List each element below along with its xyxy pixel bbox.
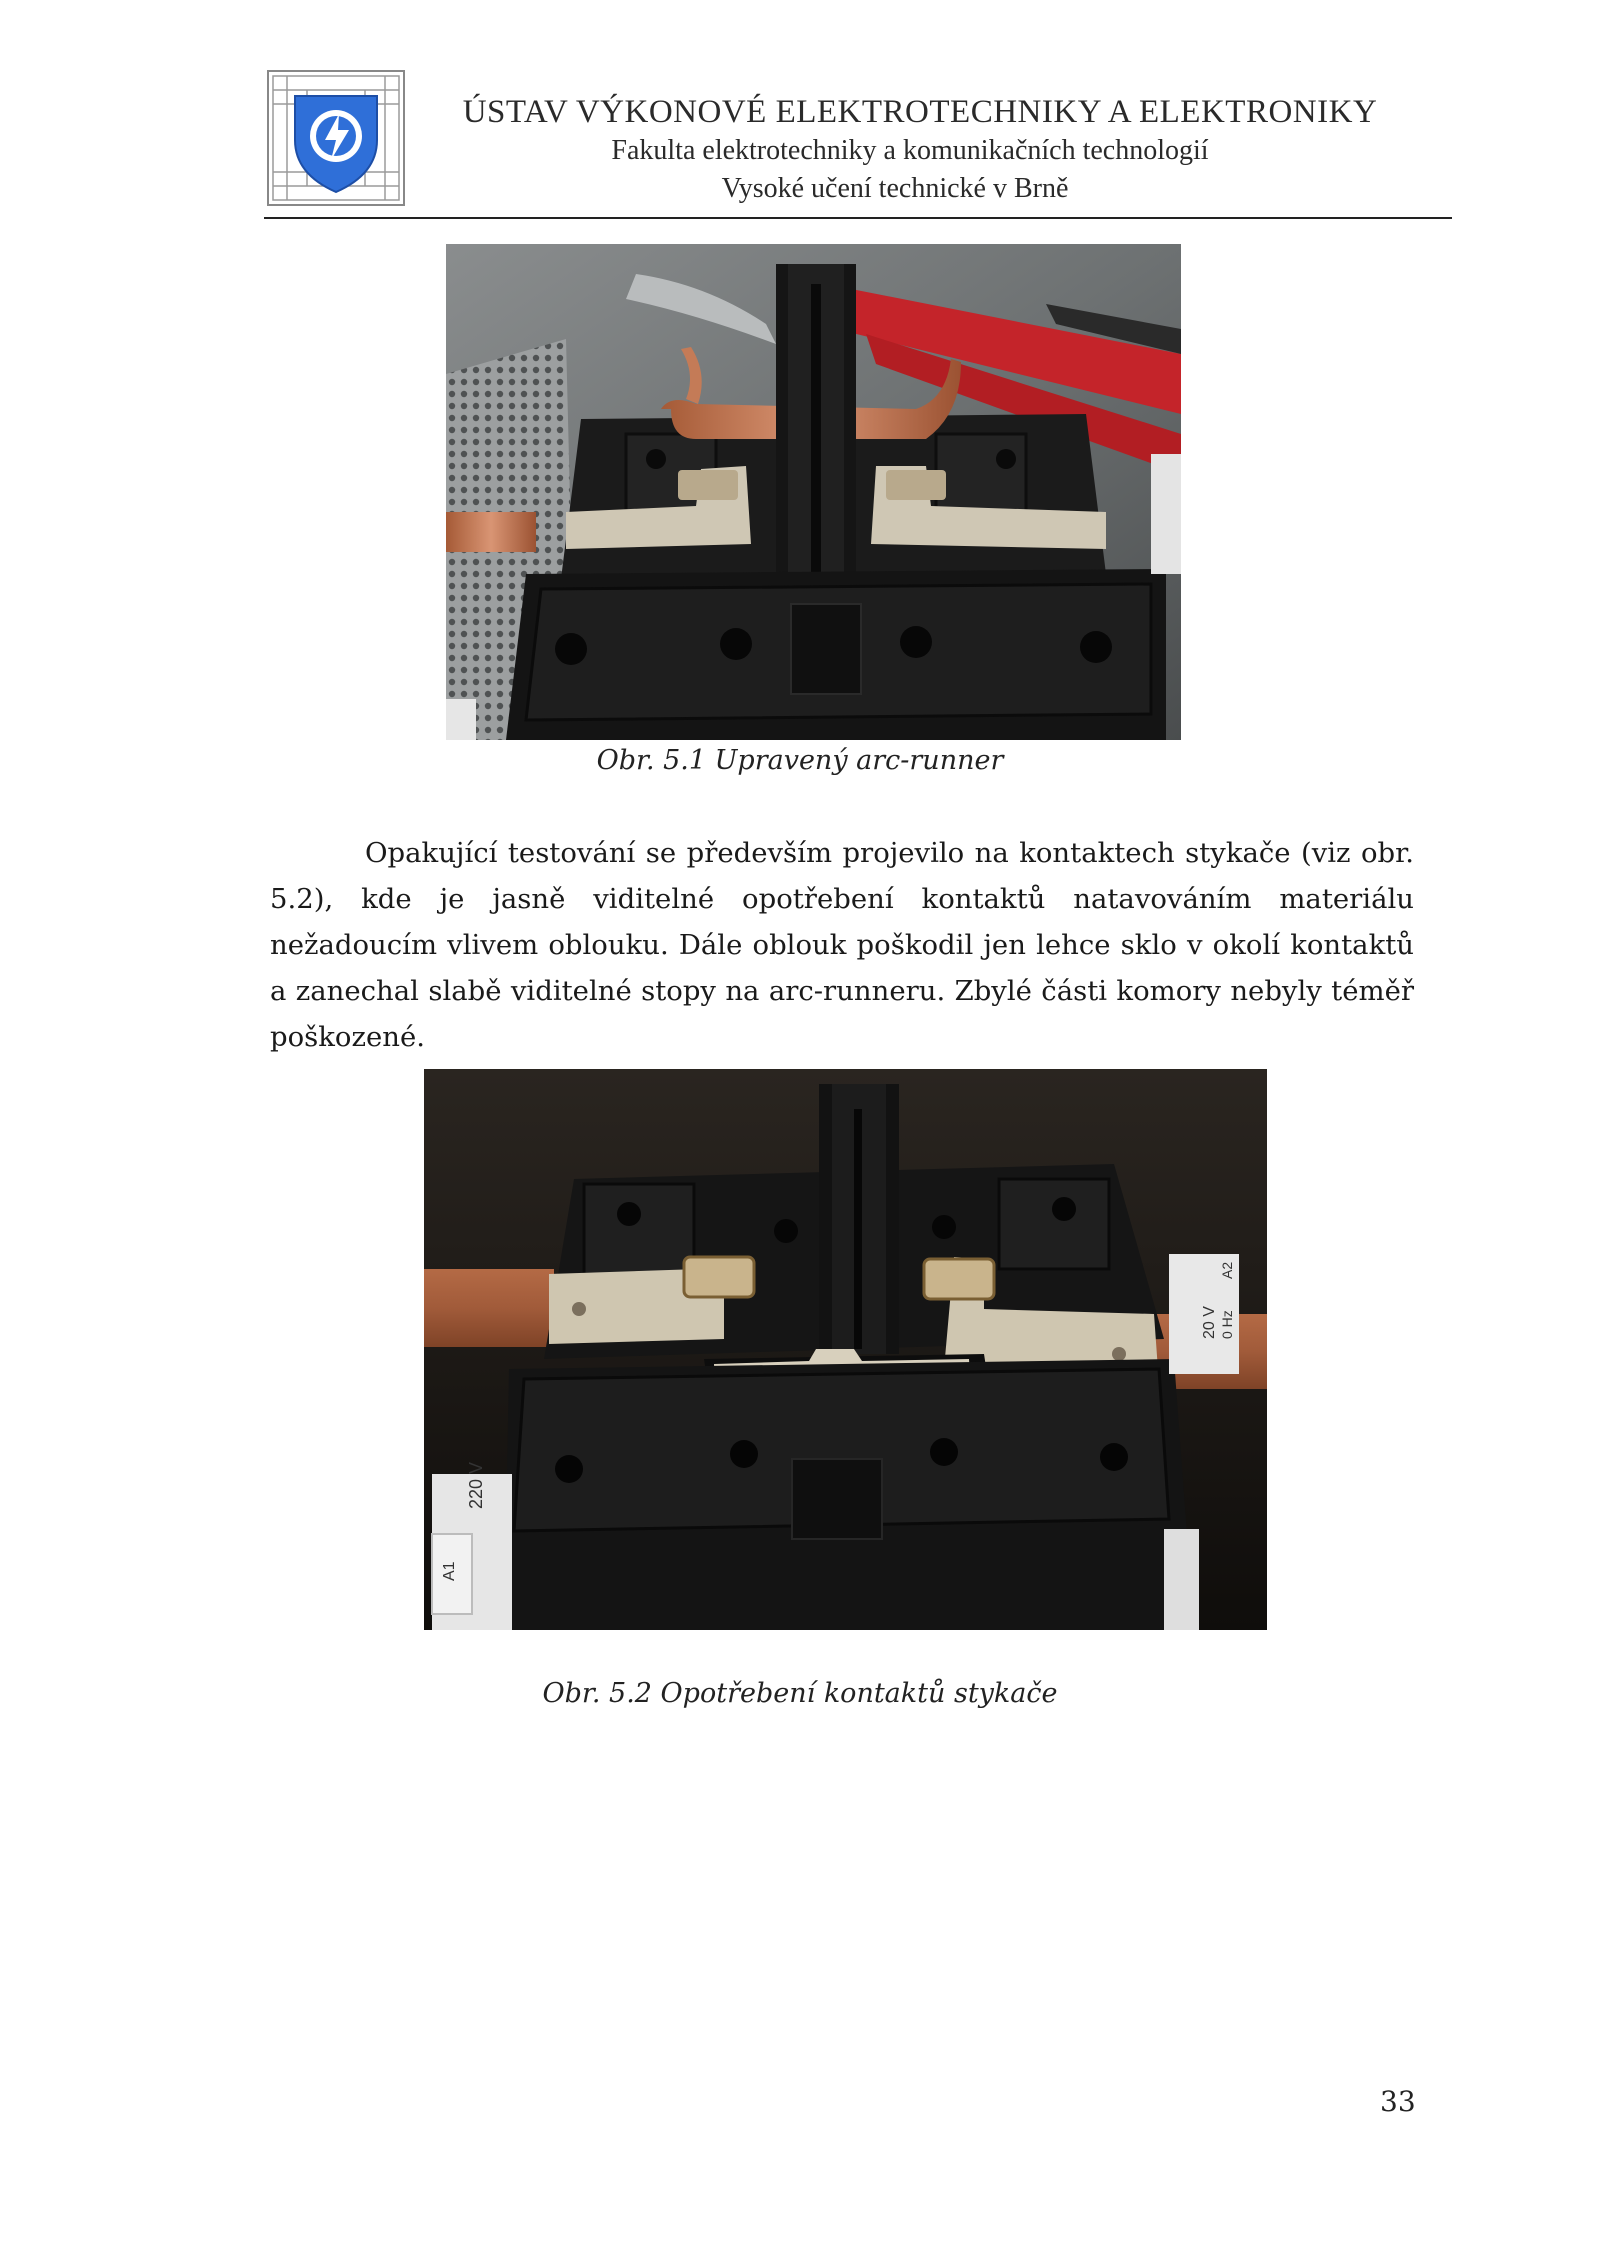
header-faculty: Fakulta elektrotechniky a komunikačních technologií <box>611 135 1209 166</box>
photo-arc-runner <box>446 244 1181 740</box>
paragraph-text: Opakující testování se především projevilo na kontaktech stykače (viz obr. 5.2), kde je jasně viditelné opotřebení kontaktů natavováním materiálu nežadoucím vlivem oblouku. Dále oblouk poškodil jen lehce sklo v okolí kontaktů a zanechal slabě viditelné stopy na arc-runneru. Zbylé části komory nebyly téměř poškozené. <box>270 837 1414 1053</box>
body-paragraph <box>270 830 1414 1060</box>
header-rule <box>264 217 1452 219</box>
figure-caption-5-1: Obr. 5.1 Upravený arc-runner <box>596 745 1004 776</box>
label-a2: A2 <box>1219 1261 1235 1279</box>
label-hz: 0 Hz <box>1219 1310 1235 1339</box>
label-220v: 220 V <box>466 1461 486 1509</box>
photo-contact-wear <box>424 1069 1267 1630</box>
label-a1: A1 <box>441 1561 458 1581</box>
header-university: Vysoké učení technické v Brně <box>721 173 1069 204</box>
page-header <box>420 92 1420 208</box>
header-institute: ÚSTAV VÝKONOVÉ ELEKTROTECHNIKY A ELEKTRONIKY <box>462 94 1378 130</box>
label-20v: 20 V <box>1201 1306 1218 1339</box>
page-number: 33 <box>1380 2085 1416 2118</box>
figure-caption-5-2: Obr. 5.2 Opotřebení kontaktů stykače <box>542 1678 1058 1709</box>
